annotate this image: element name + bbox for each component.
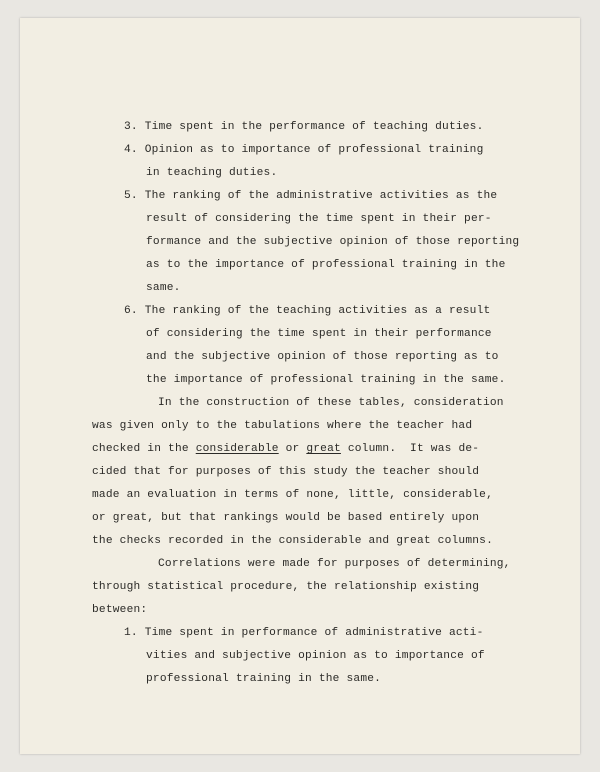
list-item-1: 1. Time spent in performance of administrative acti-	[124, 627, 484, 639]
paragraph-1-line-5: made an evaluation in terms of none, little, considerable,	[92, 489, 493, 501]
underlined-considerable: considerable	[195, 443, 279, 455]
list-item-6: 6. The ranking of the teaching activities as a result	[124, 305, 491, 317]
line-3-prefix: checked in the	[92, 443, 196, 455]
paragraph-2-line-3: between:	[92, 604, 148, 616]
underlined-great: great	[306, 443, 341, 455]
paragraph-1-line-6: or great, but that rankings would be based entirely upon	[92, 512, 480, 524]
paragraph-1-line-1: In the construction of these tables, consideration	[158, 397, 504, 409]
list-item-5-line-5: same.	[146, 282, 181, 294]
paragraph-1-line-2: was given only to the tabulations where the teacher had	[92, 420, 473, 432]
paragraph-1-line-7: the checks recorded in the considerable and great columns.	[92, 535, 493, 547]
list-item-5-line-2: result of considering the time spent in their per-	[146, 213, 492, 225]
paragraph-1-line-4: cided that for purposes of this study the teacher should	[92, 466, 480, 478]
list-item-4: 4. Opinion as to importance of professional training	[124, 144, 484, 156]
line-3-or: or	[278, 443, 307, 455]
list-item-3: 3. Time spent in the performance of teaching duties.	[124, 121, 484, 133]
list-item-5: 5. The ranking of the administrative activities as the	[124, 190, 498, 202]
list-item-1-line-2: vities and subjective opinion as to importance of	[146, 650, 485, 662]
list-item-6-line-2: of considering the time spent in their performance	[146, 328, 492, 340]
paragraph-2-line-2: through statistical procedure, the relationship existing	[92, 581, 480, 593]
line-3-suffix: column. It was de-	[340, 443, 480, 455]
list-item-6-line-4: the importance of professional training in the same.	[146, 374, 506, 386]
paragraph-2-line-1: Correlations were made for purposes of determining,	[158, 558, 511, 570]
list-item-1-line-3: professional training in the same.	[146, 673, 382, 685]
paragraph-1-line-3	[92, 442, 479, 456]
list-item-5-line-4: as to the importance of professional training in the	[146, 259, 506, 271]
list-item-6-line-3: and the subjective opinion of those reporting as to	[146, 351, 499, 363]
list-item-5-line-3: formance and the subjective opinion of those reporting	[146, 236, 520, 248]
list-item-4-continuation: in teaching duties.	[146, 167, 278, 179]
